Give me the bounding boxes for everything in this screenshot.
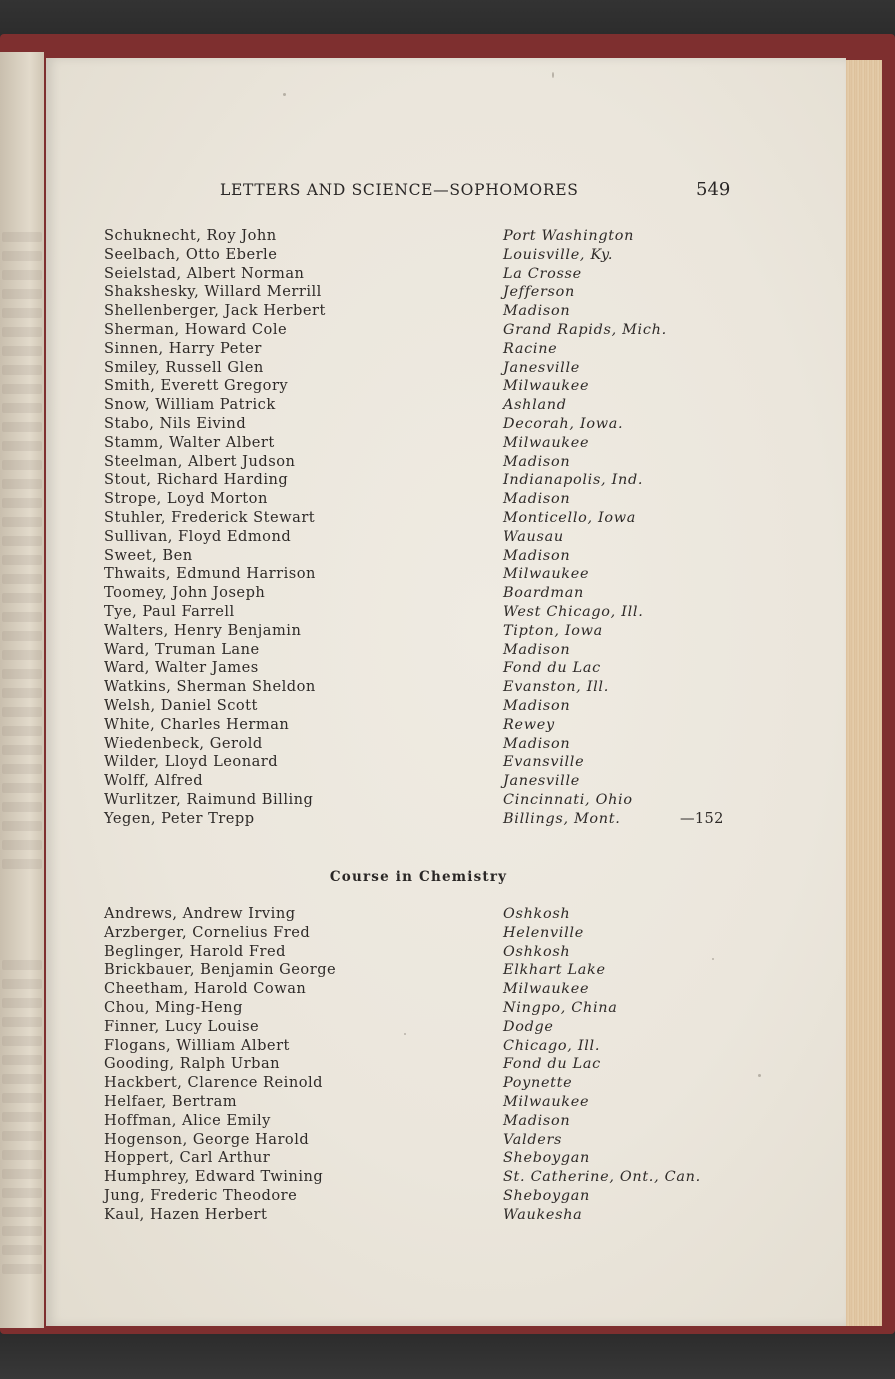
list-item: [0, 924, 895, 943]
hometown: Louisville, Ky.: [503, 246, 614, 263]
student-name: Gooding, Ralph Urban: [104, 1055, 281, 1073]
list-item: [0, 1187, 895, 1206]
list-item: [0, 265, 895, 284]
student-name: Schuknecht, Roy John: [104, 227, 277, 244]
hometown: Ashland: [503, 397, 567, 414]
student-name: White, Charles Herman: [104, 715, 290, 733]
hometown: Milwaukee: [503, 566, 590, 583]
student-name: Andrews, Andrew Irving: [104, 905, 296, 922]
student-name: Watkins, Sherman Sheldon: [104, 678, 316, 696]
student-name: Thwaits, Edmund Harrison: [104, 565, 316, 583]
student-name: Wiedenbeck, Gerold: [104, 734, 263, 752]
hometown: Poynette: [503, 1075, 573, 1092]
hometown: Tipton, Iowa: [503, 622, 603, 639]
student-name: Snow, William Patrick: [104, 396, 276, 414]
hometown: Waukesha: [503, 1206, 583, 1223]
list-item: [0, 434, 895, 453]
student-name: Wurlitzer, Raimund Billing: [104, 790, 314, 808]
hometown: Boardman: [503, 585, 585, 602]
page-number: 549: [696, 179, 731, 200]
hometown: Elkhart Lake: [503, 962, 606, 979]
hometown: West Chicago, Ill.: [503, 603, 644, 620]
list-item: [0, 1093, 895, 1112]
student-name: Sherman, Howard Cole: [104, 320, 288, 338]
list-item: [0, 453, 895, 472]
hometown: Milwaukee: [503, 434, 590, 451]
student-name: Hoffman, Alice Emily: [104, 1111, 271, 1129]
student-name: Wolff, Alfred: [104, 772, 204, 790]
hometown: Billings, Mont.: [503, 810, 621, 827]
student-name: Stuhler, Frederick Stewart: [104, 508, 316, 526]
hometown: La Crosse: [503, 265, 582, 282]
student-name: Hoppert, Carl Arthur: [104, 1149, 271, 1167]
hometown: Sheboygan: [503, 1150, 591, 1167]
hometown: Madison: [503, 1112, 571, 1129]
list-item: [0, 1055, 895, 1074]
student-name: Ward, Walter James: [104, 659, 259, 677]
student-name: Humphrey, Edward Twining: [104, 1168, 324, 1186]
hometown: Madison: [503, 303, 571, 320]
student-name: Wilder, Lloyd Leonard: [104, 753, 279, 771]
list-item: [0, 377, 895, 396]
student-name: Sullivan, Floyd Edmond: [104, 527, 292, 545]
student-name: Finner, Lucy Louise: [104, 1017, 260, 1035]
list-item: [0, 528, 895, 547]
hometown: Helenville: [503, 924, 584, 941]
student-name: Chou, Ming-Heng: [104, 998, 243, 1016]
hometown: Sheboygan: [503, 1187, 591, 1204]
student-name: Kaul, Hazen Herbert: [104, 1205, 268, 1223]
list-item: [0, 753, 895, 772]
hometown: Madison: [503, 491, 571, 508]
hometown: Ningpo, China: [503, 999, 618, 1016]
list-item: [0, 603, 895, 622]
student-name: Seielstad, Albert Norman: [104, 264, 305, 282]
list-item: [0, 716, 895, 735]
list-item: [0, 490, 895, 509]
chemistry-list: [0, 905, 895, 1225]
hometown: Chicago, Ill.: [503, 1037, 601, 1054]
student-name: Seelbach, Otto Eberle: [104, 245, 278, 263]
list-item: [0, 791, 895, 810]
student-name: Strope, Loyd Morton: [104, 490, 268, 508]
hometown: Decorah, Iowa.: [503, 415, 624, 432]
student-name: Arzberger, Cornelius Fred: [104, 923, 311, 941]
hometown: Rewey: [503, 716, 555, 733]
list-item: [0, 772, 895, 791]
student-name: Shakshesky, Willard Merrill: [104, 283, 322, 301]
student-name: Shellenberger, Jack Herbert: [104, 302, 326, 320]
hometown: Madison: [503, 453, 571, 470]
hometown: Oshkosh: [503, 943, 571, 960]
list-item: [0, 999, 895, 1018]
hometown: Madison: [503, 697, 571, 714]
hometown: Janesville: [503, 773, 580, 790]
hometown: Janesville: [503, 359, 580, 376]
list-item: [0, 678, 895, 697]
list-item: [0, 415, 895, 434]
student-name: Ward, Truman Lane: [104, 640, 260, 658]
student-name: Hogenson, George Harold: [104, 1130, 310, 1148]
student-name: Tye, Paul Farrell: [104, 602, 235, 620]
list-item: [0, 1206, 895, 1225]
list-item: [0, 547, 895, 566]
student-name: Stout, Richard Harding: [104, 471, 289, 489]
section-count: —152: [680, 809, 724, 827]
list-item: [0, 246, 895, 265]
list-item: [0, 283, 895, 302]
list-item: [0, 227, 895, 246]
student-name: Stamm, Walter Albert: [104, 433, 275, 451]
student-name: Welsh, Daniel Scott: [104, 696, 258, 714]
hometown: Milwaukee: [503, 1093, 590, 1110]
hometown: Madison: [503, 641, 571, 658]
hometown: Oshkosh: [503, 906, 571, 922]
student-name: Jung, Frederic Theodore: [104, 1186, 298, 1204]
list-item: [0, 1037, 895, 1056]
student-name: Smith, Everett Gregory: [104, 377, 289, 395]
hometown: Milwaukee: [503, 378, 590, 395]
list-item: [0, 1168, 895, 1187]
hometown: Indianapolis, Ind.: [503, 472, 644, 489]
hometown: Fond du Lac: [503, 1056, 601, 1073]
hometown: Racine: [503, 340, 558, 357]
hometown: Grand Rapids, Mich.: [503, 321, 667, 338]
section-title: Course in Chemistry: [329, 869, 508, 885]
student-name: Flogans, William Albert: [104, 1036, 290, 1054]
list-item: [0, 1149, 895, 1168]
hometown: Madison: [503, 735, 571, 752]
list-item: [0, 1131, 895, 1150]
list-item: [0, 565, 895, 584]
hometown: Monticello, Iowa: [503, 509, 637, 526]
list-item: [0, 961, 895, 980]
list-item: [0, 810, 895, 829]
list-item: [0, 302, 895, 321]
list-item: [0, 659, 895, 678]
list-item: [0, 396, 895, 415]
list-item: [0, 359, 895, 378]
list-item: [0, 697, 895, 716]
list-item: [0, 622, 895, 641]
hometown: Dodge: [503, 1018, 554, 1035]
hometown: Jefferson: [503, 284, 575, 301]
hometown: Fond du Lac: [503, 660, 601, 677]
list-item: [0, 1112, 895, 1131]
hometown: Wausau: [503, 528, 564, 545]
list-item: [0, 340, 895, 359]
running-header: [0, 181, 895, 203]
list-item: [0, 1074, 895, 1093]
sophomore-list: [0, 227, 895, 829]
student-name: Toomey, John Joseph: [104, 584, 266, 602]
student-name: Hackbert, Clarence Reinold: [104, 1074, 324, 1092]
student-name: Stabo, Nils Eivind: [104, 414, 247, 432]
student-name: Steelman, Albert Judson: [104, 452, 296, 470]
student-name: Beglinger, Harold Fred: [104, 942, 286, 960]
list-item: [0, 584, 895, 603]
student-name: Sweet, Ben: [104, 546, 193, 564]
list-item: [0, 980, 895, 999]
hometown: Evansville: [503, 754, 585, 771]
student-name: Helfaer, Bertram: [104, 1092, 238, 1110]
hometown: St. Catherine, Ont., Can.: [503, 1169, 701, 1186]
student-name: Sinnen, Harry Peter: [104, 339, 262, 357]
list-item: [0, 471, 895, 490]
hometown: Evanston, Ill.: [503, 679, 609, 696]
hometown: Port Washington: [503, 228, 635, 244]
hometown: Cincinnati, Ohio: [503, 791, 633, 808]
list-item: [0, 735, 895, 754]
list-item: [0, 943, 895, 962]
list-item: [0, 321, 895, 340]
list-item: [0, 905, 895, 924]
student-name: Cheetham, Harold Cowan: [104, 980, 307, 998]
header-title: LETTERS AND SCIENCE—SOPHOMORES: [220, 181, 579, 199]
student-name: Brickbauer, Benjamin George: [104, 961, 337, 979]
hometown: Valders: [503, 1131, 563, 1148]
hometown: Milwaukee: [503, 981, 590, 998]
list-item: [0, 641, 895, 660]
hometown: Madison: [503, 547, 571, 564]
list-item: [0, 1018, 895, 1037]
student-name: Walters, Henry Benjamin: [104, 621, 302, 639]
student-name: Smiley, Russell Glen: [104, 358, 264, 376]
student-name: Yegen, Peter Trepp: [104, 809, 255, 827]
list-item: [0, 509, 895, 528]
